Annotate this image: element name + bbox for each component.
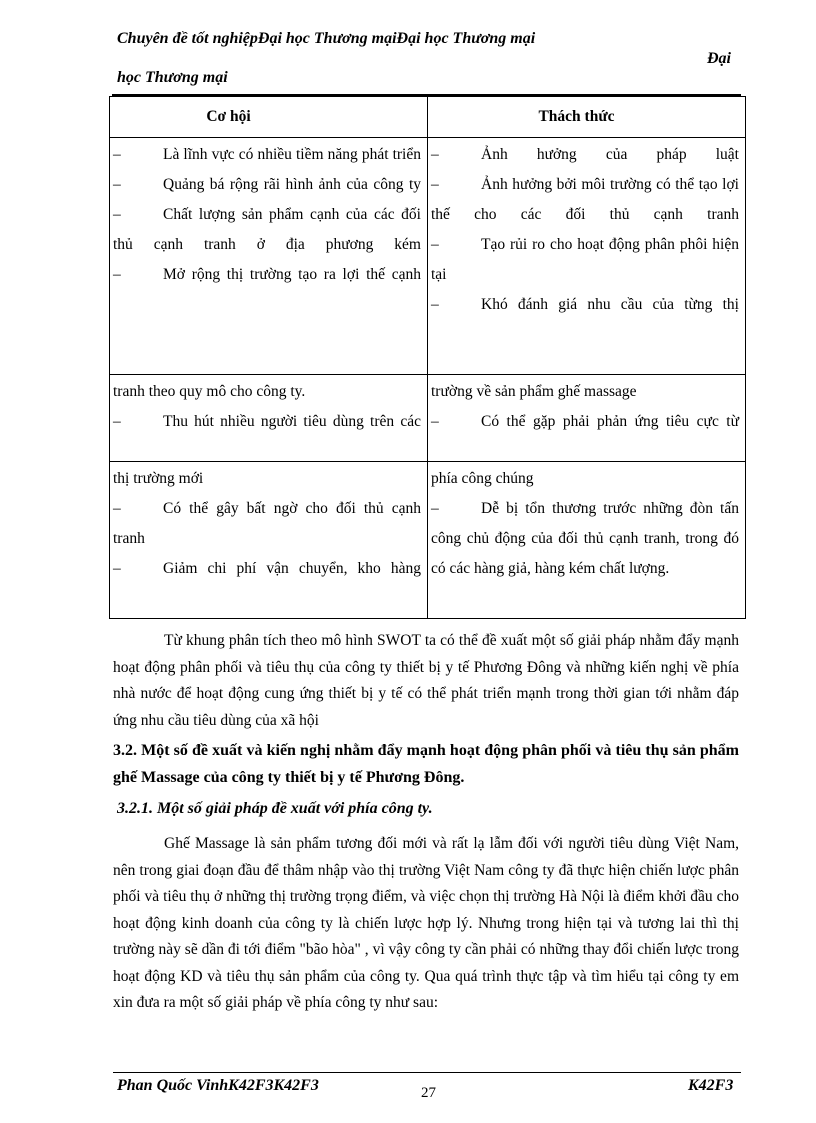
bullet-dash: – xyxy=(113,500,121,517)
running-header-right: Đại xyxy=(707,50,731,67)
opportunities-cell xyxy=(110,462,428,619)
list-item xyxy=(113,140,421,170)
table-row xyxy=(110,462,746,619)
footer-author: Phan Quốc VinhK42F3K42F3 xyxy=(117,1077,319,1094)
list-item xyxy=(113,554,421,584)
list-item xyxy=(431,170,739,230)
list-item xyxy=(431,230,739,290)
item-text: Khó đánh giá nhu cầu của từng thị xyxy=(481,296,739,313)
table-row xyxy=(110,375,746,462)
table-row xyxy=(110,138,746,375)
continuation-text: phía công chúng xyxy=(431,470,534,487)
item-text: Mở rộng thị trường tạo ra lợi thế cạnh xyxy=(163,266,421,283)
list-item xyxy=(113,407,421,437)
threats-cell xyxy=(428,375,746,462)
bullet-dash: – xyxy=(113,146,121,163)
item-text: Ảnh hưởng của pháp luật xyxy=(481,146,739,163)
col-header-opportunities xyxy=(110,97,428,138)
threats-cell xyxy=(428,138,746,375)
list-item xyxy=(113,200,421,260)
list-item xyxy=(113,260,421,290)
item-text: Có thể gặp phải phản ứng tiêu cực từ xyxy=(481,413,739,430)
continuation-text: trường về sản phẩm ghế massage xyxy=(431,383,637,400)
item-text: Dễ bị tổn thương trước những đòn tấn công chủ động của đối thủ cạnh tranh, trong đó có các hàng giả, hàng kém chất lượng. xyxy=(431,500,739,577)
col-header-opportunities-label: Cơ hội xyxy=(206,108,251,125)
running-header-line2: học Thương mại xyxy=(117,69,228,86)
list-item xyxy=(431,494,739,584)
list-item xyxy=(113,170,421,200)
section-title: 3.2. Một số đề xuất và kiến nghị nhằm đẩy mạnh hoạt động phân phối và tiêu thụ sản phẩm ghế Massage của công ty thiết bị y tế Phương Đông. xyxy=(113,742,739,786)
bullet-dash: – xyxy=(113,176,121,193)
continuation-text: thị trường mới xyxy=(113,470,204,487)
bullet-dash: – xyxy=(431,146,439,163)
bullet-dash: – xyxy=(113,413,121,430)
page-number: 27 xyxy=(421,1085,436,1101)
running-header-title: Chuyên đề tốt nghiệpĐại học Thương mạiĐại học Thương mại xyxy=(117,30,536,47)
paragraph-solutions-intro: Ghế Massage là sản phẩm tương đối mới và rất lạ lẫm đối với người tiêu dùng Việt Nam, nên trong giai đoạn đầu để thâm nhập vào thị trường Việt Nam công ty đã thực hiện chiến lược phân phối và tiêu thụ ở những thị trường trọng điểm, và việc chọn thị trường Hà Nội là điểm khởi đầu cho hoạt động kinh doanh của công ty là chiến lược hợp lý. Nhưng trong hiện tại và tương lai thì thị trường này sẽ dần đi tới điểm "bão hòa" , vì vậy công ty cần phải có những thay đổi chiến lược trong hoạt động KD và tiêu thụ sản phẩm của công ty. Qua quá trình thực tập và tìm hiểu tại công ty em xin đưa ra một số giải pháp về phía công ty như sau: xyxy=(113,835,739,1011)
item-text: Giảm chi phí vận chuyển, kho hàng xyxy=(163,560,421,577)
footer-code: K42F3 xyxy=(688,1077,734,1094)
list-item xyxy=(431,140,739,170)
bullet-dash: – xyxy=(431,296,439,313)
bullet-dash: – xyxy=(113,206,121,223)
paragraph-swot-summary: Từ khung phân tích theo mô hình SWOT ta có thể đề xuất một số giải pháp nhằm đẩy mạnh hoạt động phân phối và tiêu thụ của công ty thiết bị y tế Phương Đông và những kiến nghị về phía nhà nước để hoạt động cung ứng thiết bị y tế có thể phát triển mạnh trong thời gian tới nhằm đáp ứng nhu cầu tiêu dùng của xã hội xyxy=(113,632,739,729)
opportunities-cell xyxy=(110,375,428,462)
swot-table xyxy=(109,96,746,619)
item-text: Có thể gây bất ngờ cho đối thủ cạnh tranh xyxy=(113,500,421,547)
list-item xyxy=(113,494,421,554)
footer-rule xyxy=(113,1072,741,1073)
bullet-dash: – xyxy=(113,266,121,283)
bullet-dash: – xyxy=(431,500,439,517)
item-text: Thu hút nhiều người tiêu dùng trên các xyxy=(163,413,421,430)
list-item xyxy=(431,290,739,320)
bullet-dash: – xyxy=(431,413,439,430)
item-text: Chất lượng sản phẩm cạnh của các đối thủ cạnh tranh ở địa phương kém xyxy=(113,206,421,253)
bullet-dash: – xyxy=(431,236,439,253)
continuation-text: tranh theo quy mô cho công ty. xyxy=(113,383,306,400)
subsection-title: 3.2.1. Một số giải pháp đề xuất với phía công ty. xyxy=(117,800,433,817)
bullet-dash: – xyxy=(113,560,121,577)
item-text: Là lĩnh vực có nhiều tiềm năng phát triển xyxy=(163,146,421,163)
col-header-threats-label: Thách thức xyxy=(538,108,615,125)
item-text: Ảnh hưởng bởi môi trường có thể tạo lợi thế cho các đối thủ cạnh tranh xyxy=(431,176,739,223)
item-text: Quảng bá rộng rãi hình ảnh của công ty xyxy=(163,176,421,193)
list-item xyxy=(431,407,739,437)
table-header-row xyxy=(110,97,746,138)
threats-cell xyxy=(428,462,746,619)
col-header-threats xyxy=(428,97,746,138)
bullet-dash: – xyxy=(431,176,439,193)
item-text: Tạo rủi ro cho hoạt động phân phôi hiện tại xyxy=(431,236,739,283)
opportunities-cell xyxy=(110,138,428,375)
